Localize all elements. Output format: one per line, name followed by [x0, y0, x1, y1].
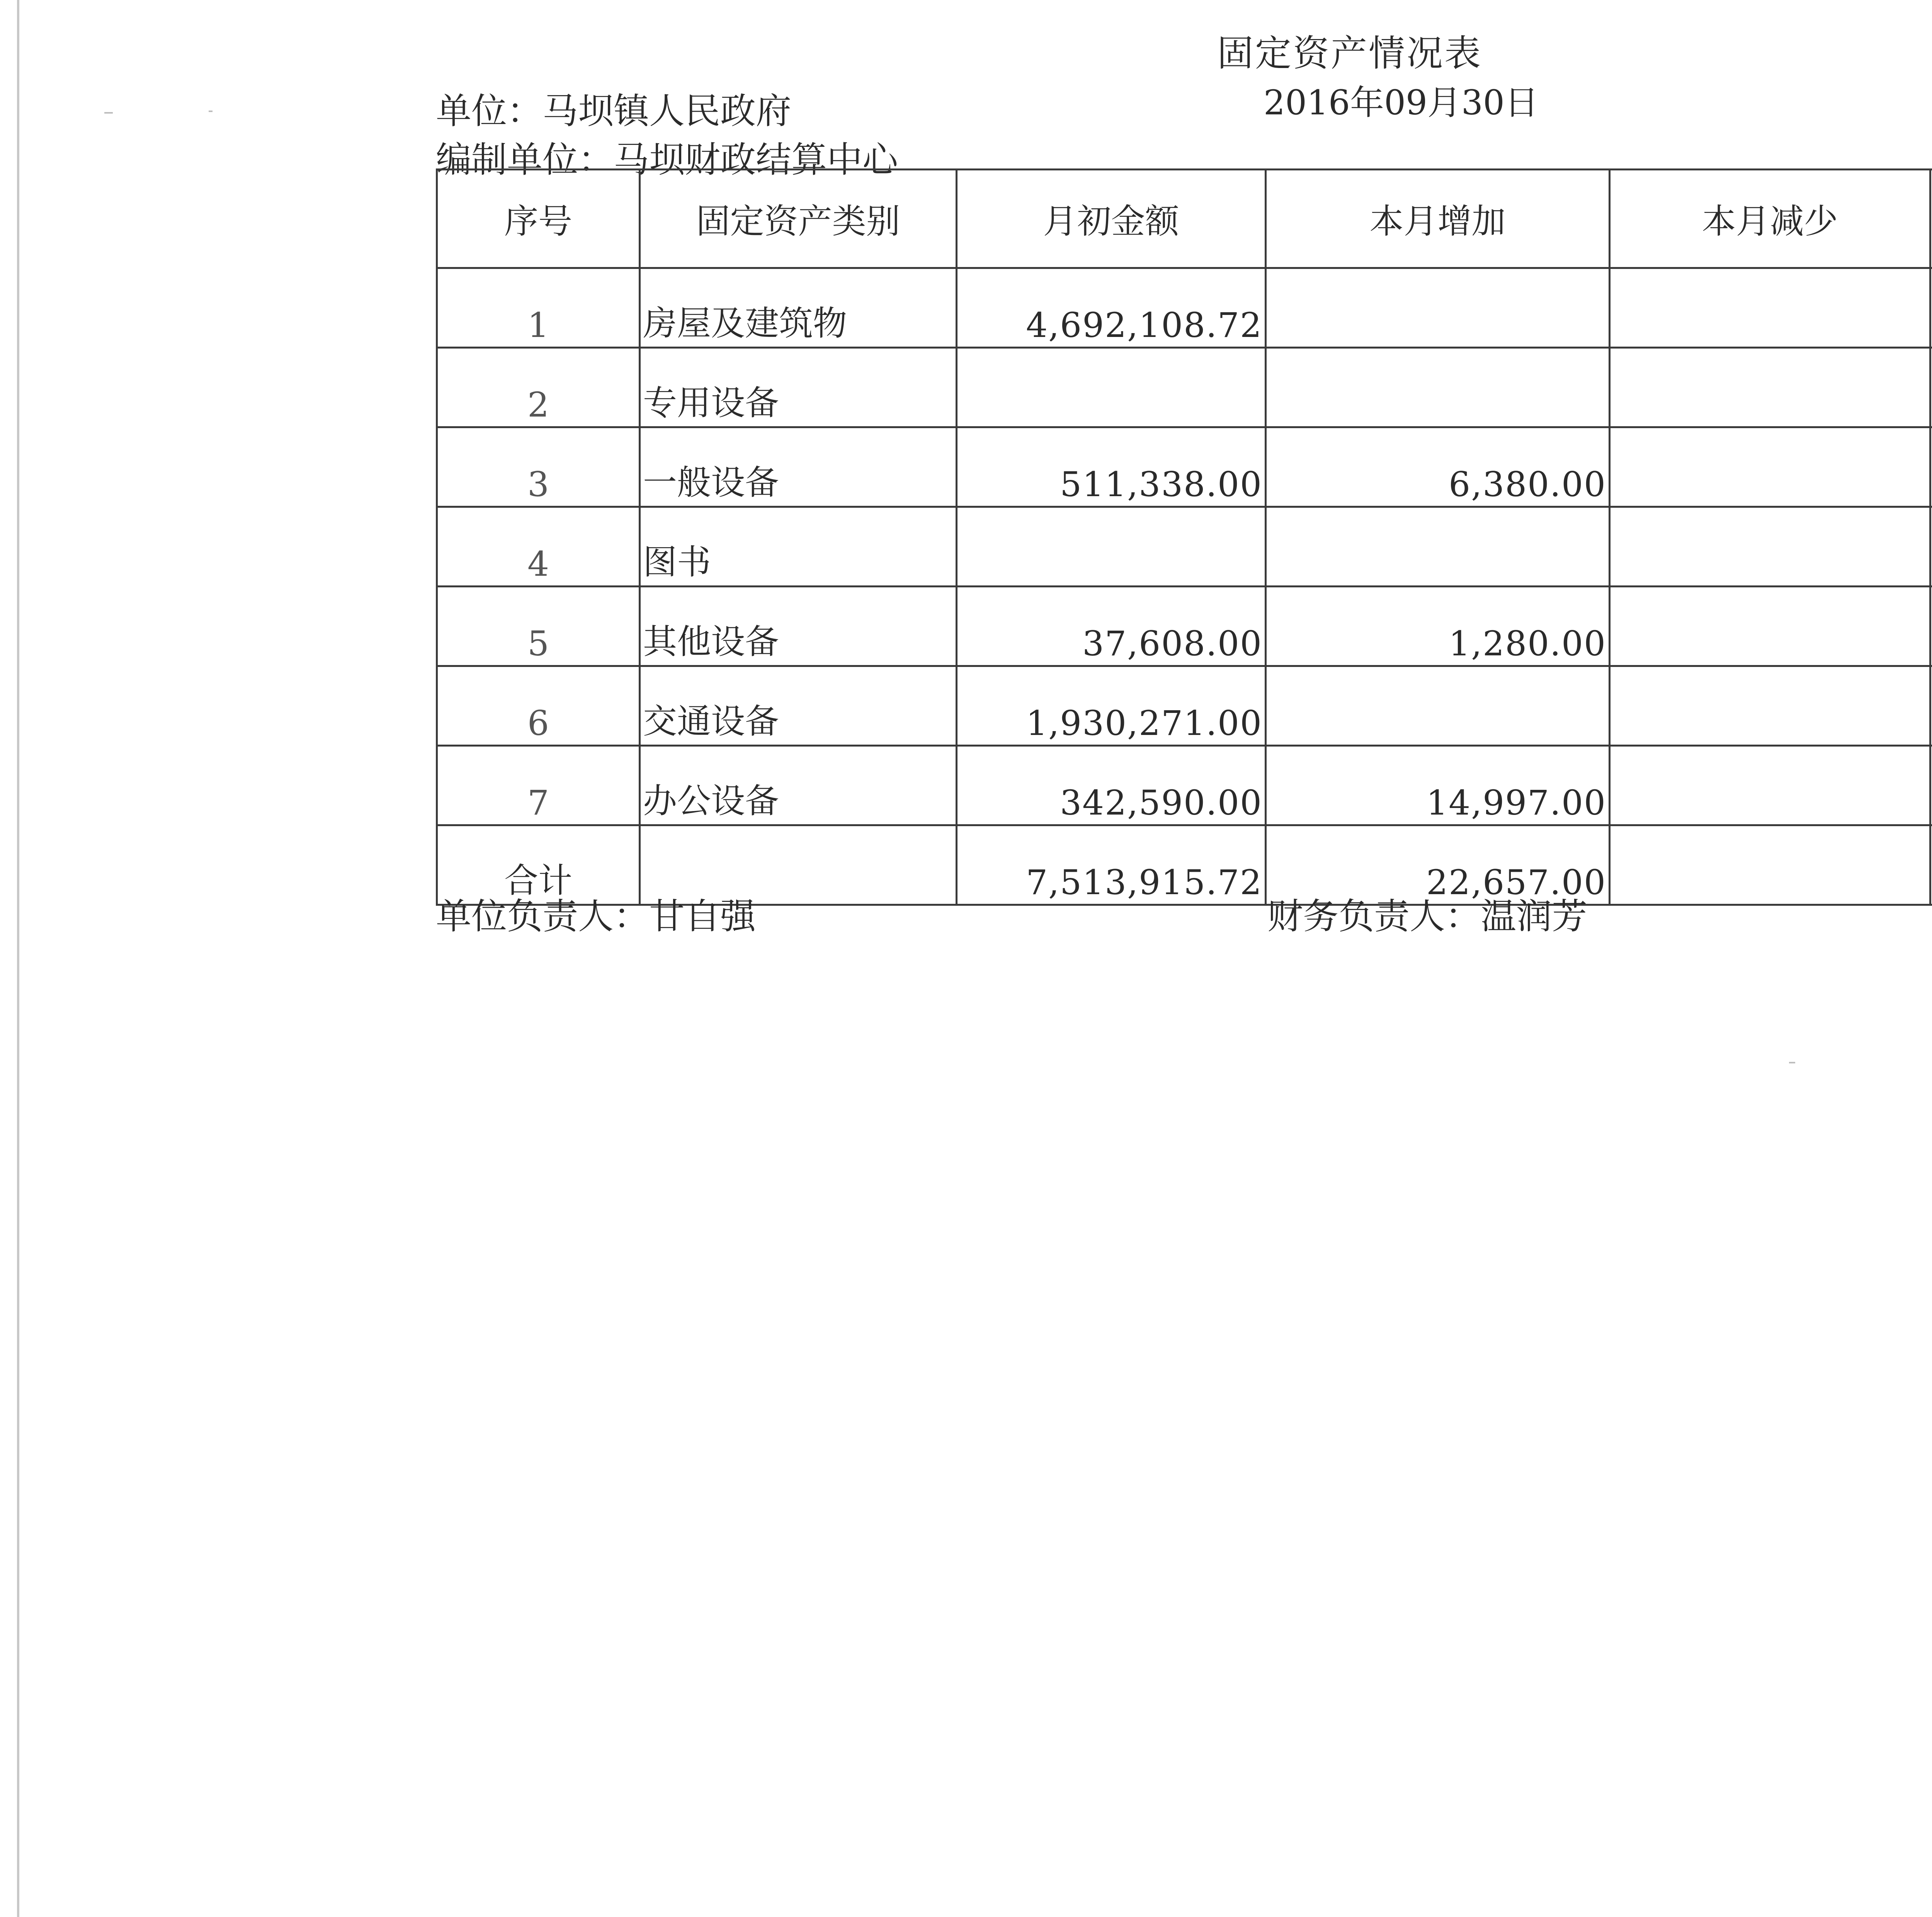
unit-label: 单位：马坝镇人民政府 [436, 90, 792, 132]
scan-speck [209, 111, 213, 112]
compiler-label: 编制单位：马坝财政结算中心 [436, 139, 898, 180]
row-increase: 1,280.00 [1266, 587, 1610, 666]
row-increase [1266, 507, 1610, 587]
total-closing [1930, 825, 1932, 905]
row-opening: 511,338.00 [957, 427, 1266, 507]
row-decrease [1610, 507, 1930, 587]
row-decrease [1610, 268, 1930, 348]
row-increase: 6,380.00 [1266, 427, 1610, 507]
table-row [437, 427, 1932, 507]
table-header-row [437, 170, 1932, 268]
report-date: 2016年09月30日 [1264, 83, 1539, 122]
table-row [437, 348, 1932, 427]
row-index: 6 [437, 666, 640, 746]
column-header-category: 固定资产类别 [640, 170, 957, 268]
row-opening: 1,930,271.00 [957, 666, 1266, 746]
total-label: 合计 [437, 825, 640, 905]
column-header-closing [1930, 170, 1932, 268]
row-closing [1930, 348, 1932, 427]
row-increase: 14,997.00 [1266, 746, 1610, 825]
finance-head-signature: 财务负责人：温润芳 [1267, 896, 1588, 937]
row-index: 4 [437, 507, 640, 587]
row-closing [1930, 268, 1932, 348]
table-row [437, 587, 1932, 666]
scan-edge-line [17, 0, 19, 1917]
row-category: 交通设备 [640, 666, 957, 746]
row-opening: 342,590.00 [957, 746, 1266, 825]
row-decrease [1610, 746, 1930, 825]
row-opening [957, 507, 1266, 587]
row-index: 5 [437, 587, 640, 666]
row-decrease [1610, 348, 1930, 427]
column-header-index: 序号 [437, 170, 640, 268]
row-opening: 37,608.00 [957, 587, 1266, 666]
scan-speck [1789, 1062, 1795, 1063]
column-header-decrease: 本月减少 [1610, 170, 1930, 268]
row-category: 专用设备 [640, 348, 957, 427]
total-increase: 22,657.00 [1266, 825, 1610, 905]
column-header-increase: 本月增加 [1266, 170, 1610, 268]
row-index: 3 [437, 427, 640, 507]
row-category: 图书 [640, 507, 957, 587]
report-title: 固定资产情况表 [1217, 32, 1483, 75]
table-row [437, 268, 1932, 348]
row-closing [1930, 666, 1932, 746]
total-opening: 7,513,915.72 [957, 825, 1266, 905]
row-decrease [1610, 427, 1930, 507]
row-closing [1930, 507, 1932, 587]
table-row [437, 507, 1932, 587]
row-decrease [1610, 666, 1930, 746]
unit-head-signature: 单位负责人：甘自强 [436, 896, 756, 937]
row-category: 办公设备 [640, 746, 957, 825]
table-row [437, 666, 1932, 746]
total-decrease [1610, 825, 1930, 905]
fixed-assets-table [436, 168, 1932, 906]
row-index: 7 [437, 746, 640, 825]
scan-speck [104, 112, 113, 114]
row-index: 1 [437, 268, 640, 348]
row-category: 一般设备 [640, 427, 957, 507]
row-increase [1266, 348, 1610, 427]
row-increase [1266, 268, 1610, 348]
row-increase [1266, 666, 1610, 746]
row-index: 2 [437, 348, 640, 427]
column-header-opening: 月初金额 [957, 170, 1266, 268]
table-row [437, 746, 1932, 825]
row-category: 房屋及建筑物 [640, 268, 957, 348]
row-category: 其他设备 [640, 587, 957, 666]
row-decrease [1610, 587, 1930, 666]
row-closing [1930, 746, 1932, 825]
row-opening: 4,692,108.72 [957, 268, 1266, 348]
row-closing [1930, 427, 1932, 507]
row-closing [1930, 587, 1932, 666]
row-opening [957, 348, 1266, 427]
